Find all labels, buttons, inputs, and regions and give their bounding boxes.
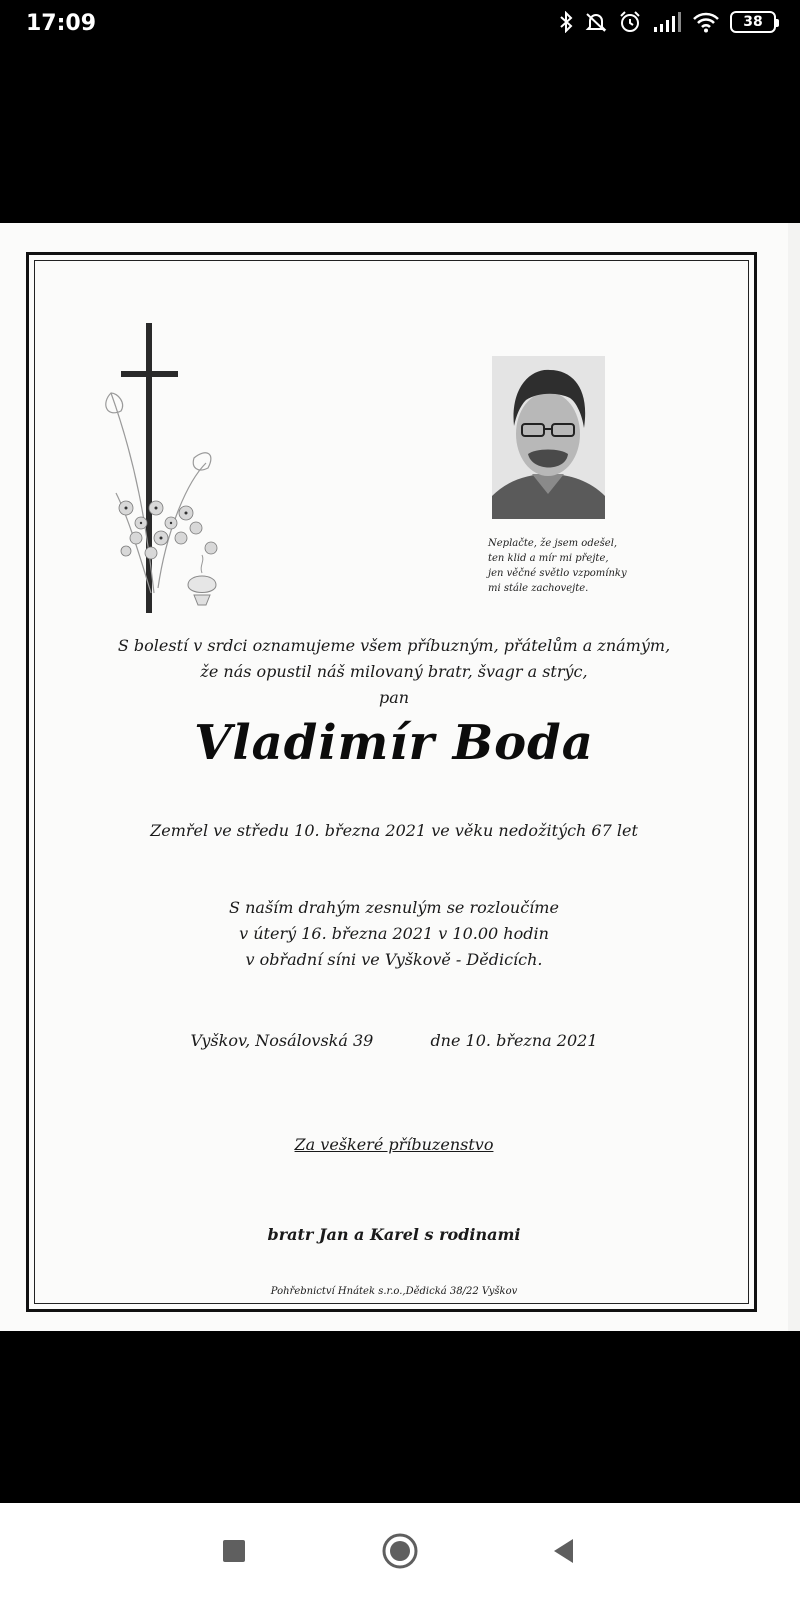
announcement-line: že nás opustil náš milovaný bratr, švagr a strýc, bbox=[200, 662, 588, 681]
poem-line: jen věčné světlo vzpomínky bbox=[488, 568, 627, 579]
status-icons bbox=[558, 10, 776, 34]
portrait-photo bbox=[492, 356, 605, 519]
alarm-clock-icon bbox=[618, 10, 642, 34]
announcement-text bbox=[0, 633, 788, 711]
bluetooth-icon bbox=[558, 11, 574, 33]
alarm-off-icon bbox=[584, 11, 608, 33]
announcement-line: S bolestí v srdci oznamujeme všem příbuzným, přátelům a známým, bbox=[117, 636, 671, 655]
family-heading: Za veškeré příbuzenstvo bbox=[294, 1135, 494, 1154]
notice-date: dne 10. března 2021 bbox=[430, 1031, 598, 1050]
navigation-bar bbox=[0, 1503, 800, 1600]
circle-icon bbox=[381, 1532, 419, 1570]
poem-line: Neplačte, že jsem odešel, bbox=[488, 538, 618, 549]
status-bar bbox=[0, 0, 800, 50]
deceased-name: Vladimír Boda bbox=[194, 715, 594, 771]
photo-caption-poem bbox=[488, 536, 658, 596]
status-time: 17:09 bbox=[26, 11, 97, 36]
triangle-back-icon bbox=[551, 1537, 577, 1565]
farewell-line: S naším drahým zesnulým se rozloučíme bbox=[229, 898, 559, 917]
address: Vyškov, Nosálovská 39 bbox=[190, 1031, 374, 1050]
obituary-notice bbox=[0, 223, 788, 1331]
announcement-line: pan bbox=[378, 688, 410, 707]
farewell-line: v úterý 16. března 2021 v 10.00 hodin bbox=[239, 924, 549, 943]
farewell-details bbox=[0, 895, 788, 973]
back-button[interactable] bbox=[544, 1531, 584, 1571]
wifi-icon bbox=[692, 11, 720, 33]
poem-line: mi stále zachovejte. bbox=[488, 583, 589, 594]
recent-apps-button[interactable] bbox=[214, 1531, 254, 1571]
signal-icon bbox=[652, 11, 682, 33]
signatories: bratr Jan a Karel s rodinami bbox=[267, 1225, 521, 1244]
home-button[interactable] bbox=[380, 1531, 420, 1571]
farewell-line: v obřadní síni ve Vyškově - Dědicích. bbox=[245, 950, 543, 969]
place-and-date bbox=[0, 1031, 788, 1050]
image-viewer[interactable] bbox=[0, 223, 800, 1331]
death-details: Zemřel ve středu 10. března 2021 ve věku nedožitých 67 let bbox=[150, 821, 638, 840]
cross-with-lilies-icon bbox=[96, 323, 246, 623]
square-icon bbox=[221, 1538, 247, 1564]
battery-icon: 38 bbox=[730, 11, 776, 33]
poem-line: ten klid a mír mi přejte, bbox=[488, 553, 609, 564]
funeral-home-imprint: Pohřebnictví Hnátek s.r.o.,Dědická 38/22 Vyškov bbox=[270, 1286, 518, 1297]
